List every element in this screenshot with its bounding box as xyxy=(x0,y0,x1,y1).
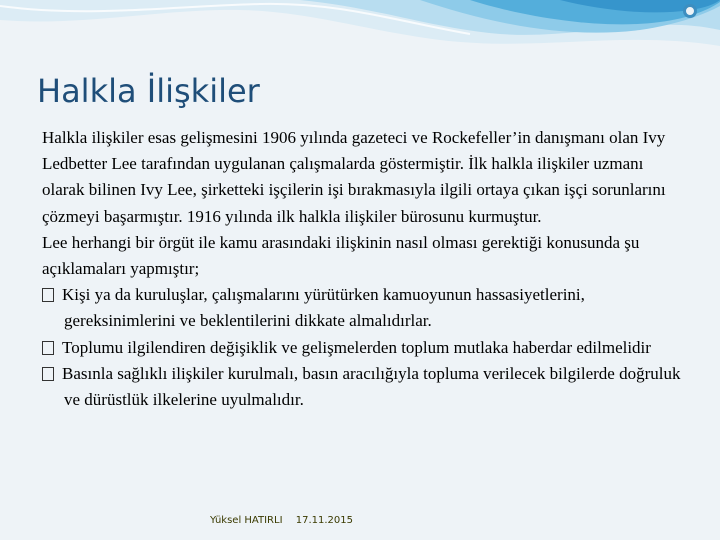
bullet-item xyxy=(42,361,682,413)
bullet-text: Toplumu ilgilendiren değişiklik ve gelişmelerden toplum mutlaka haberdar edilmelidir xyxy=(62,337,651,357)
box-glyph-icon xyxy=(42,367,54,381)
box-glyph-icon xyxy=(42,341,54,355)
slide-footer xyxy=(210,515,363,526)
circle-icon xyxy=(683,4,697,18)
paragraph-intro: Lee herhangi bir örgüt ile kamu arasındaki ilişkinin nasıl olması gerektiği konusunda şu açıklamaları yapmıştır; xyxy=(42,232,640,279)
bullet-item xyxy=(42,282,682,334)
box-glyph-icon xyxy=(42,288,54,302)
bullet-item xyxy=(42,335,682,361)
bullet-text: Basınla sağlıklı ilişkiler kurulmalı, basın aracılığıyla topluma verilecek bilgilerde doğruluk ve dürüstlük ilkelerine uyulmalıdır. xyxy=(62,363,681,410)
bullet-text: Kişi ya da kuruluşlar, çalışmalarını yürütürken kamuoyunun hassasiyetlerini, gereksinimlerini ve beklentilerini dikkate almalıdırlar. xyxy=(62,285,585,331)
paragraph-history: Halkla ilişkiler esas gelişmesini 1906 yılında gazeteci ve Rockefeller’in danışmanı olan Ivy Ledbetter Lee tarafından uygulanan çalışmalarda göstermiştir. İlk halkla ilişkiler uzmanı olarak bilinen Ivy Lee, şirketteki işçilerin işi bırakmasıyla ilgili ortaya çıkan işçi sorunlarını çözmeyi başarmıştır. 1916 yılında ilk halkla ilişkiler bürosunu kurmuştur. xyxy=(42,128,666,226)
slide-title: Halkla İlişkiler xyxy=(37,72,260,110)
footer-date: 17.11.2015 xyxy=(295,515,353,526)
footer-author: Yüksel HATIRLI xyxy=(210,515,283,526)
slide-body xyxy=(42,125,682,413)
